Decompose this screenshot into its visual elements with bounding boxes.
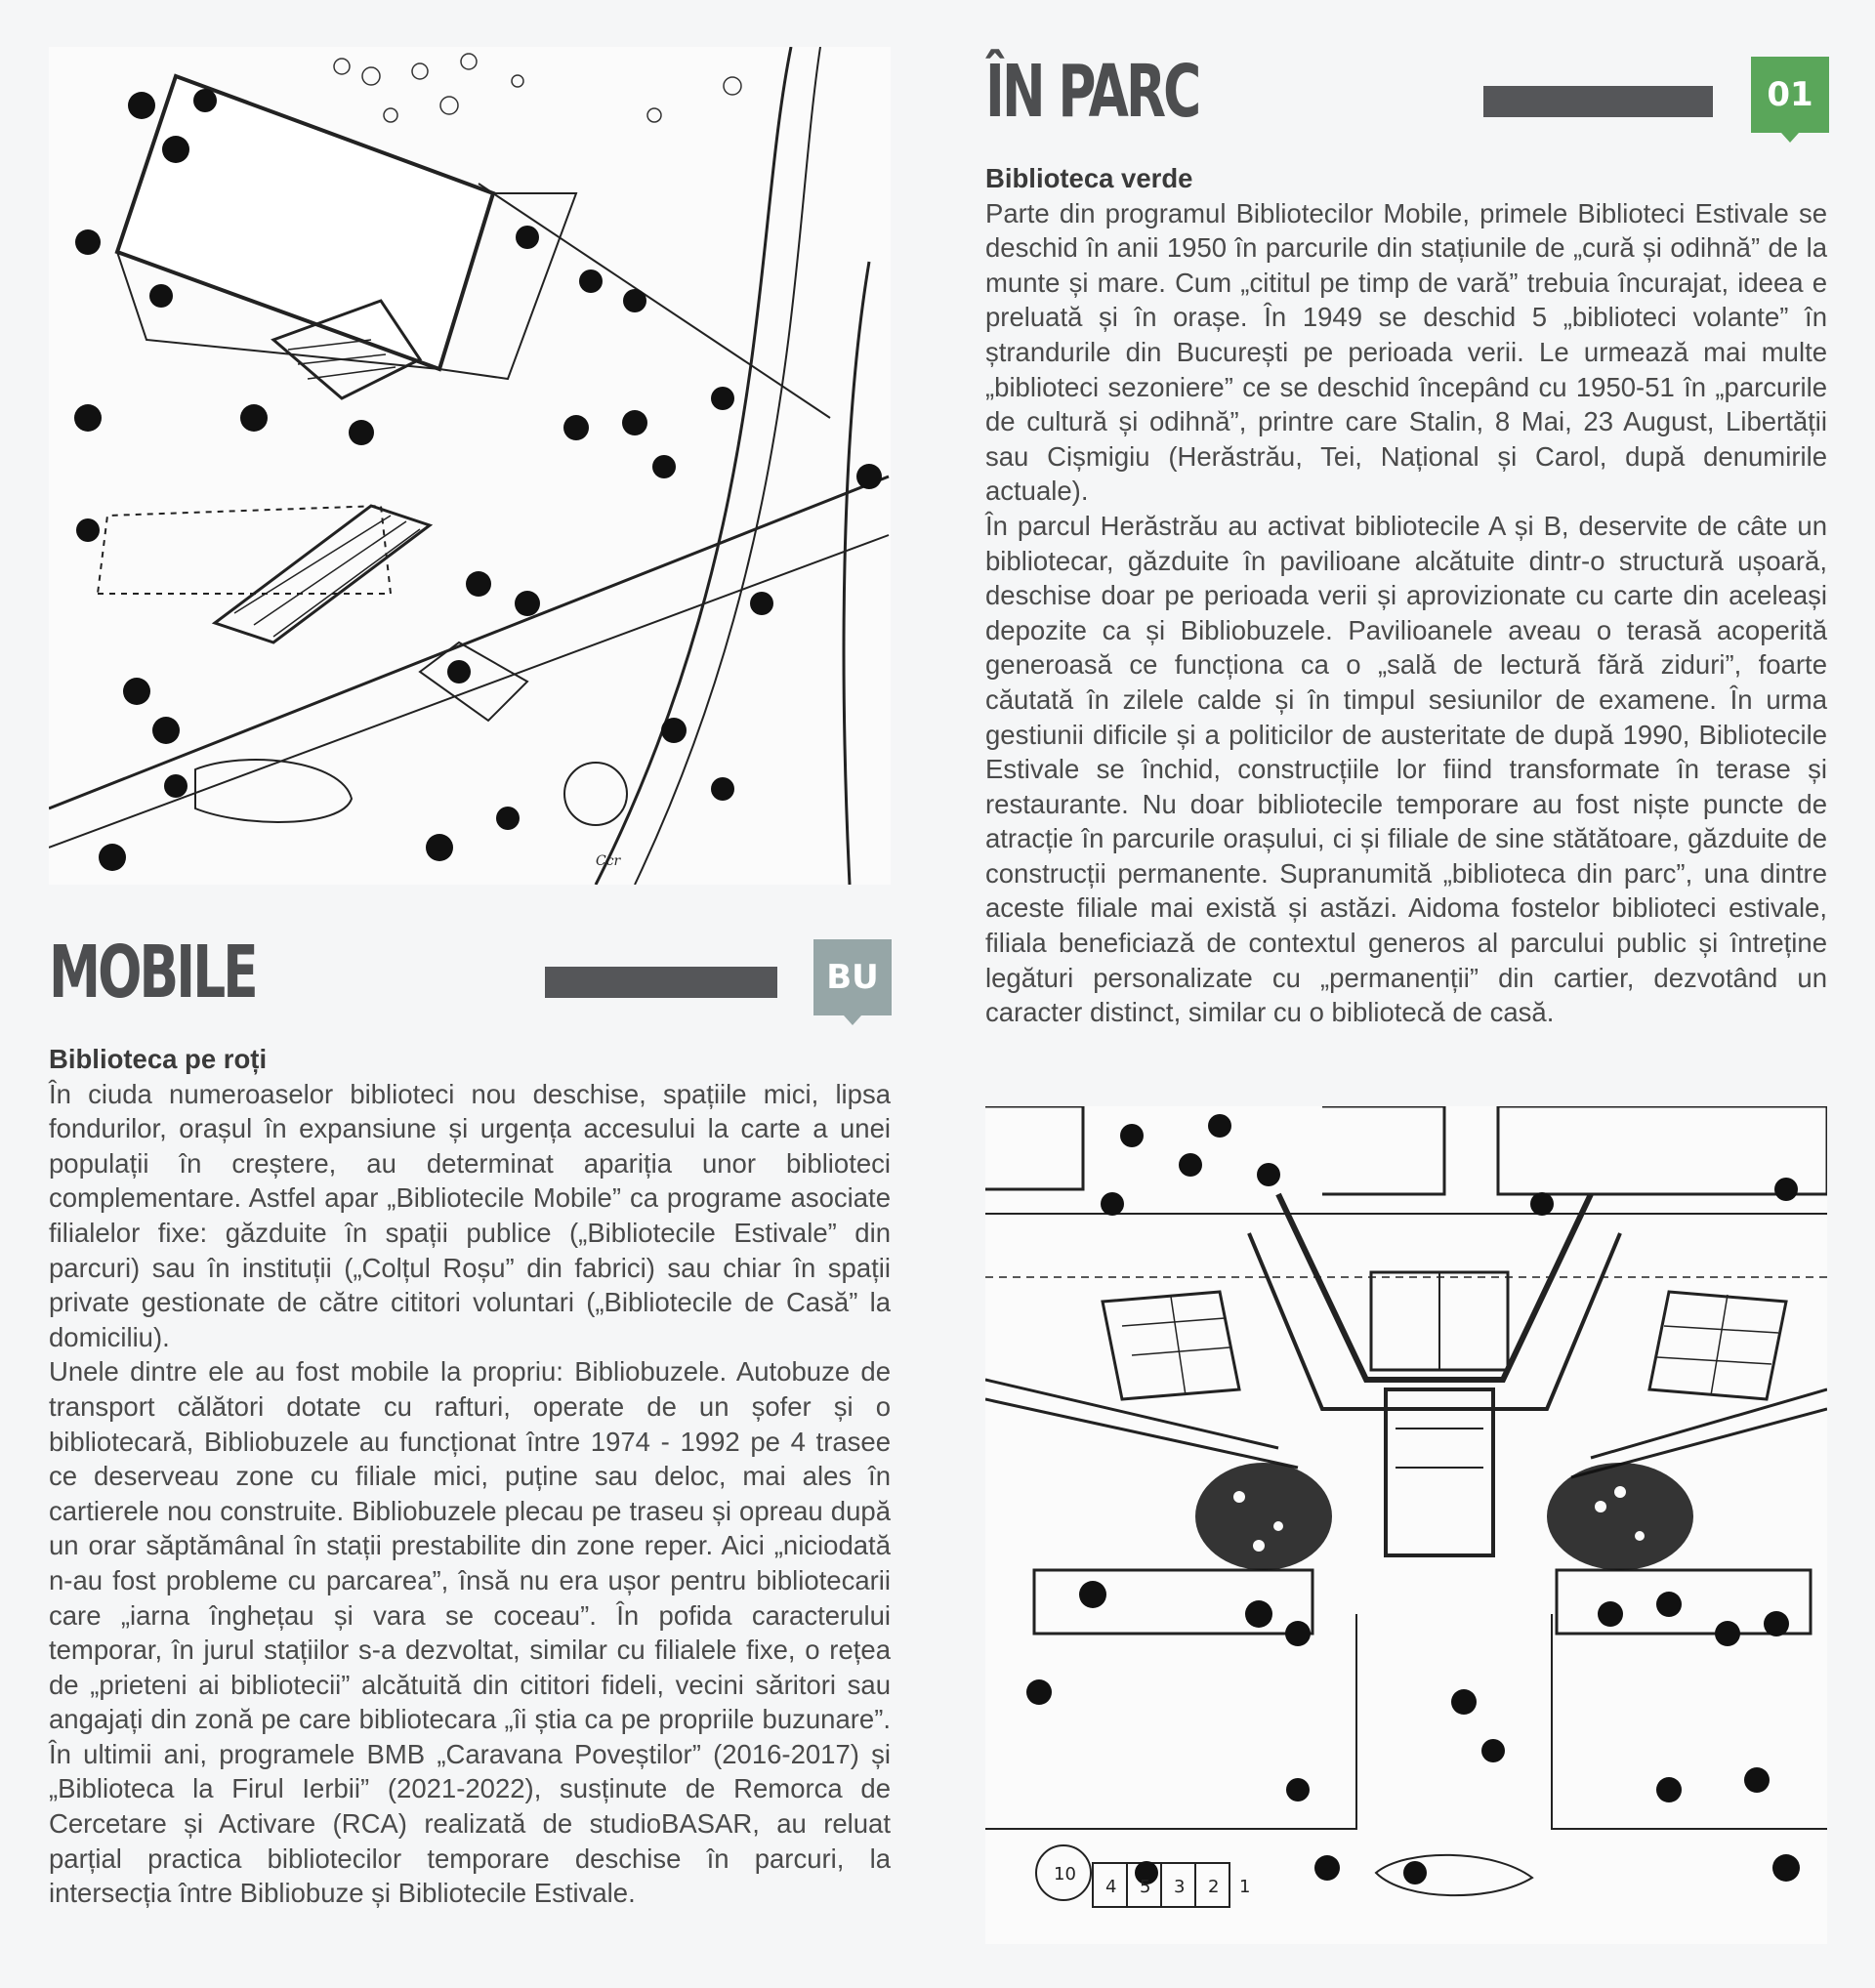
article-paragraph: Parte din programul Bibliotecilor Mobile, primele Biblioteci Estivale se deschid în anii 1950 în parcurile din stațiunile de „cură și odihnă” de la munte și mare. Cum „cititul pe timp de vară” trebuia încurajat, ideea e preluată și în orașe. În 1949 se deschid 5 „biblioteci volante” în ștrandurile din București pe perioada verii. Le urmează mai multe „biblioteci sezoniere” ce se deschid începând cu 1950-51 în „parcurile de cultură și odihnă”, printre care Stalin, 8 Mai, 23 August, Libertății sau Cișmigiu (Herăstrău, Tei, Național și Carol, după denumirile actuale). — [985, 197, 1827, 507]
mobile-section-header — [49, 926, 891, 1023]
park-library-illustration — [985, 1106, 1827, 1944]
section-badge-bu: BU — [813, 939, 892, 1015]
hopscotch-number: 4 — [1105, 1877, 1117, 1897]
hopscotch-number: 10 — [1054, 1864, 1076, 1884]
section-divider-bar — [1483, 86, 1713, 117]
mobile-article — [49, 1042, 891, 1911]
article-paragraph: Unele dintre ele au fost mobile la propriu: Bibliobuzele. Autobuze de transport călători dotate cu rafturi, operate de un șofer și o bibliotecară, Bibliobuzele au funcționat între 1974 - 1992 pe 4 trasee ce deserveau zone cu filiale mici, puține sau deloc, mai ales în cartierele nou construite. Bibliobuzele plecau pe traseu și opreau după un orar săptămânal în stații prestabilite din zone reper. Aici „niciodată n-au fost probleme cu parcarea”, însă nu era ușor pentru bibliotecarii care „iarna înghețau și vara se coceau”. În pofida caracterului temporar, în jurul stațiilor s-a dezvoltat, similar cu filialele fixe, o rețea de „prieteni ai bibliotecii” alcătuită din cititori fideli, vecini săritori sau angajați din zonă pe care bibliotecara „îi știa ca pe propriile buzunare”. În ultimii ani, programele BMB „Caravana Poveștilor” (2016-2017) și „Biblioteca la Firul Ierbii” (2021-2022), susținute de Remorca de Cercetare și Activare (RCA) realizată de studioBASAR, au reluat parțial practica bibliotecilor temporare deschise în parcuri, la intersecția între Bibliobuze și Bibliotecile Estivale. — [49, 1356, 891, 1909]
article-subheading: Biblioteca pe roți — [49, 1044, 268, 1074]
section-divider-bar — [545, 967, 777, 998]
in-parc-section-header — [985, 45, 1827, 143]
hopscotch-number: 1 — [1239, 1877, 1251, 1897]
article-subheading: Biblioteca verde — [985, 163, 1193, 193]
section-title-mobile: MOBILE — [49, 931, 256, 1015]
park-kiosk-drawing — [49, 47, 891, 885]
article-paragraph: În parcul Herăstrău au activat bibliotecile A și B, deservite de câte un bibliotecar, găzduite în pavilioane alcătuite dintr-o structură ușoară, deschise doar pe perioada verii și aprovizionate cu carte din aceleași depozite ca și Bibliobuzele. Pavilioanele aveau o terasă acoperită generoasă ce funcționa ca o „sală de lectură fără ziduri”, foarte căutată în zilele calde și în timpul sesiunilor de examene. În urma gestiunii dificile și a politicilor de austeritate de după 1990, Bibliotecile Estivale se închid, construcțiile lor fiind transformate în terase și restaurante. Nu doar bibliotecile temporare au fost niște puncte de atracție în parcurile orașului, ci și filiale de sine stătătoare, găzduite de construcții permanente. Supranumită „biblioteca din parc”, una dintre aceste filiale mai există și astăzi. Aidoma fostelor biblioteci estivale, filiala beneficiază de contextul generos al parcului public și întreține legături personalizate cu „permanenții” din cartier, dezvotând un caracter distinct, similar cu o bibliotecă de casă. — [985, 510, 1827, 1028]
in-parc-article — [985, 161, 1827, 1030]
section-title-in-parc: ÎN PARC — [985, 50, 1199, 134]
artist-signature: Ccr — [596, 853, 621, 869]
hopscotch-number: 2 — [1208, 1877, 1220, 1897]
article-paragraph: În ciuda numeroaselor biblioteci nou deschise, spațiile mici, lipsa fondurilor, orașul în expansiune și urgența accesului la carte a unei populații în creștere, au determinat apariția unor biblioteci complementare. Astfel apar „Bibliotecile Mobile” ca programe asociate filialelor fixe: găzduite în spații publice („Bibliotecile Estivale” din parcuri) sau în instituții („Colțul Roșu” din fabrici) sau chiar în spații private gestionate de către cititori voluntari („Bibliotecile de Casă” la domiciliu). — [49, 1078, 891, 1352]
park-kiosk-illustration — [49, 47, 891, 885]
park-library-drawing — [985, 1106, 1827, 1944]
hopscotch-number: 5 — [1140, 1877, 1151, 1897]
section-badge-01: 01 — [1751, 57, 1829, 133]
hopscotch-number: 3 — [1174, 1877, 1186, 1897]
